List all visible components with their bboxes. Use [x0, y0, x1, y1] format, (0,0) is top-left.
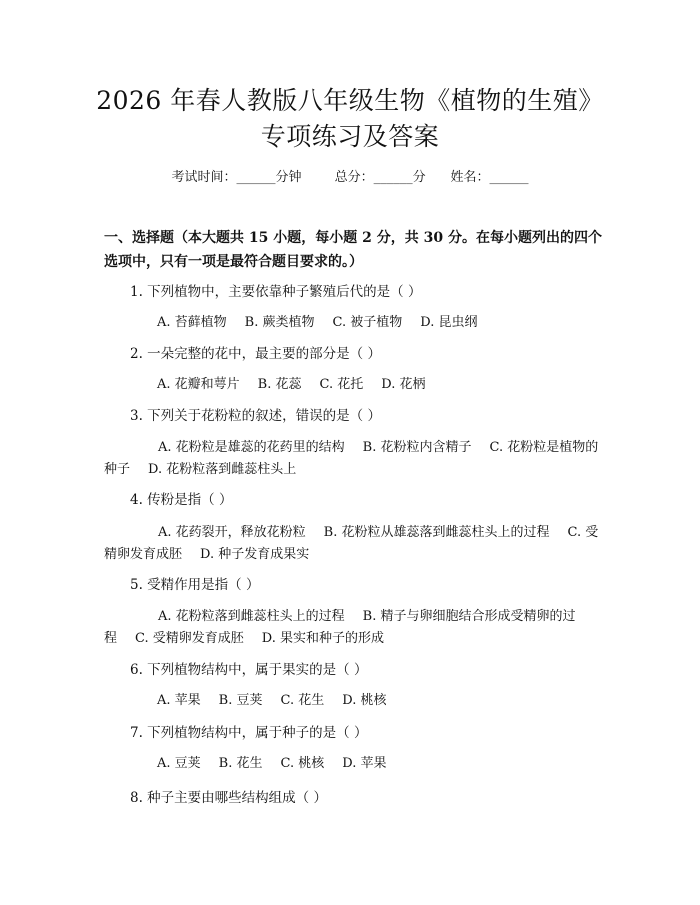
option-d: D. 种子发育成果实: [200, 547, 310, 562]
option-a: A. 豆荚: [157, 756, 201, 771]
time-unit: 分钟: [275, 170, 302, 185]
option-a: A. 苹果: [157, 693, 201, 708]
question-stem: 7. 下列植物结构中，属于种子的是（ ）: [130, 725, 368, 741]
question-options: [157, 691, 404, 711]
option-a: A. 花粉粒落到雌蕊柱头上的过程: [158, 609, 345, 624]
option-b: B. 花生: [218, 756, 263, 771]
question-stem: 8. 种子主要由哪些结构组成（ ）: [130, 790, 327, 806]
option-a: A. 花瓣和萼片: [157, 377, 240, 392]
option-c: C. 花生: [280, 693, 325, 708]
option-c: C. 受精卵发育成胚: [104, 525, 599, 562]
question-options: [157, 313, 495, 333]
option-d: D. 桃核: [342, 693, 387, 708]
option-b: B. 精子与卵细胞结合形成受精卵的过程: [104, 609, 576, 646]
question-stem: 5. 受精作用是指（ ）: [130, 577, 260, 593]
score-unit: 分: [412, 170, 426, 185]
name-label: 姓名：: [450, 170, 490, 185]
time-label: 考试时间：: [171, 170, 237, 185]
question-options: [157, 754, 404, 774]
option-c: C. 花粉粒是植物的种子: [104, 440, 599, 477]
page-title-line1: 2026 年春人教版八年级生物《植物的生殖》: [96, 86, 604, 115]
option-b: B. 花粉粒内含精子: [362, 440, 472, 455]
option-b: B. 蕨类植物: [244, 315, 315, 330]
question-options: [104, 437, 600, 481]
question-stem: 6. 下列植物结构中，属于果实的是（ ）: [130, 662, 368, 678]
option-b: B. 花粉粒从雄蕊落到雌蕊柱头上的过程: [323, 525, 550, 540]
question-stem: 3. 下列关于花粉粒的叙述，错误的是（ ）: [130, 408, 381, 424]
option-c: C. 花托: [319, 377, 364, 392]
page-title-line2: 专项练习及答案: [260, 122, 440, 151]
exam-meta: [0, 168, 700, 188]
question-options: [157, 375, 443, 395]
option-d: D. 花粉粒落到雌蕊柱头上: [148, 462, 297, 477]
section-heading: 一、选择题（本大题共 15 小题，每小题 2 分，共 30 分。在每小题列出的四个选项中，只有一项是最符合题目要求的。）: [104, 230, 602, 270]
option-c: C. 受精卵发育成胚: [135, 631, 244, 646]
option-d: D. 苹果: [342, 756, 387, 771]
option-a: A. 花药裂开，释放花粉粒: [158, 525, 306, 540]
option-a: A. 苔藓植物: [157, 315, 227, 330]
question-stem: 4. 传粉是指（ ）: [130, 492, 233, 508]
score-label: 总分：: [334, 170, 374, 185]
option-c: C. 被子植物: [332, 315, 403, 330]
option-d: D. 果实和种子的形成: [261, 631, 384, 646]
name-blank: ______: [489, 170, 529, 185]
question-stem: 2. 一朵完整的花中，最主要的部分是（ ）: [130, 346, 381, 362]
question-options: [104, 606, 600, 650]
question-options: [104, 522, 600, 566]
option-d: D. 昆虫纲: [420, 315, 478, 330]
option-c: C. 桃核: [280, 756, 325, 771]
time-blank: ______: [236, 170, 276, 185]
question-stem: 1. 下列植物中，主要依靠种子繁殖后代的是（ ）: [130, 284, 422, 300]
option-d: D. 花柄: [381, 377, 426, 392]
option-b: B. 豆荚: [218, 693, 263, 708]
option-a: A. 花粉粒是雄蕊的花药里的结构: [158, 440, 345, 455]
score-blank: ______: [373, 170, 413, 185]
option-b: B. 花蕊: [257, 377, 302, 392]
